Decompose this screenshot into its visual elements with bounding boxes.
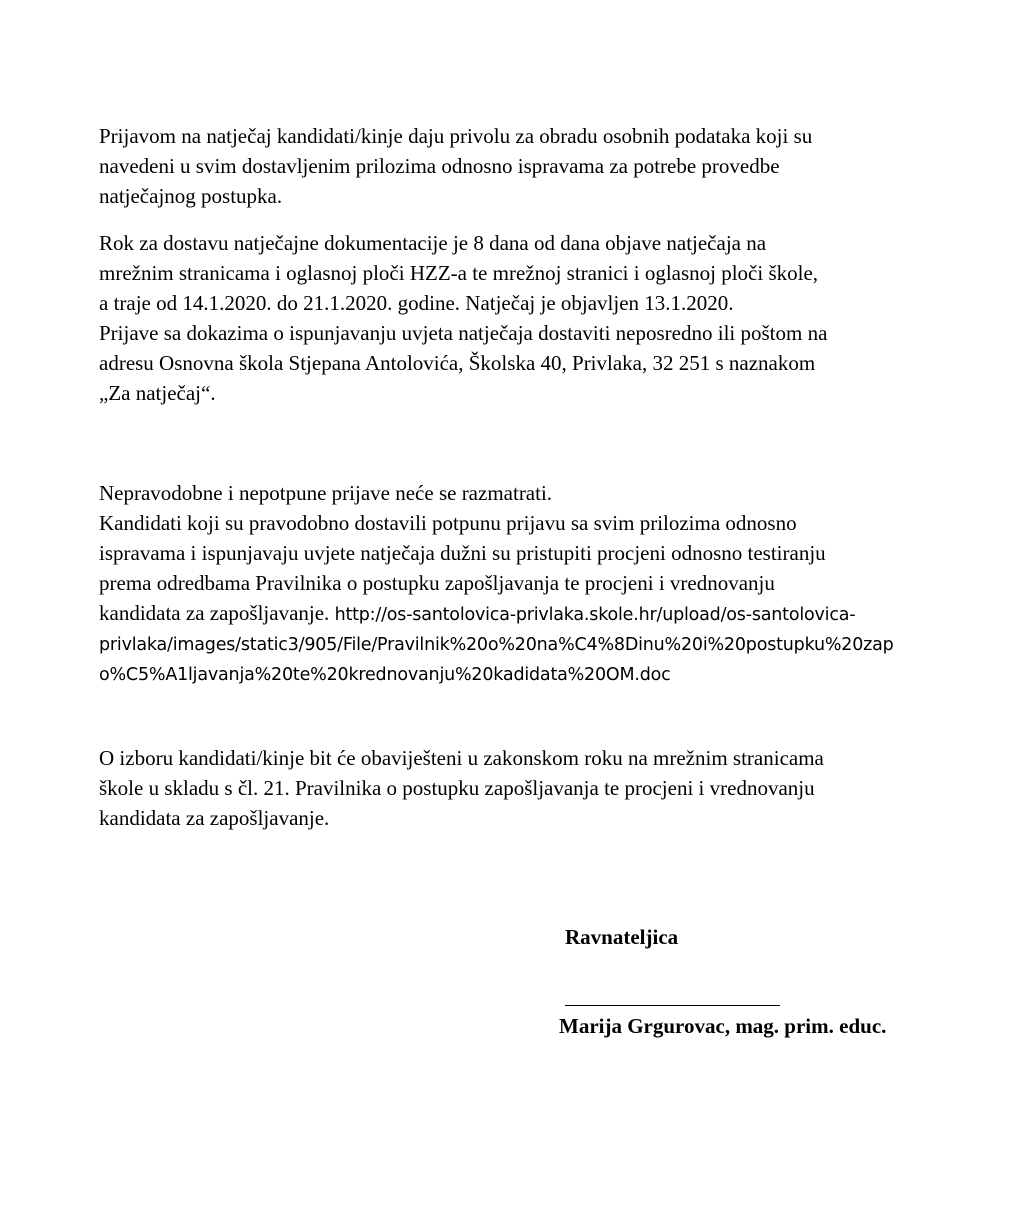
selection-notice-paragraph — [99, 743, 959, 833]
privacy-consent-paragraph — [99, 121, 959, 211]
text-line: „Za natječaj“. — [99, 381, 216, 405]
text-line: Prijave sa dokazima o ispunjavanju uvjeta natječaja dostaviti neposredno ili poštom na — [99, 321, 828, 345]
text-line: ispravama i ispunjavaju uvjete natječaja dužni su pristupiti procjeni odnosno testiranju — [99, 541, 826, 565]
document-link-continued[interactable]: privlaka/images/static3/905/File/Pravilnik%20o%20na%C4%8Dinu%20i%20postupku%20zap — [99, 635, 894, 655]
signature-line — [565, 1005, 780, 1006]
evaluation-paragraph — [99, 478, 959, 690]
text-line: škole u skladu s čl. 21. Pravilnika o postupku zapošljavanja te procjeni i vrednovanju — [99, 776, 815, 800]
signature-title: Ravnateljica — [565, 925, 679, 949]
deadline-paragraph — [99, 228, 959, 408]
text-line: Nepravodobne i nepotpune prijave neće se razmatrati. — [99, 481, 553, 505]
text-line: adresu Osnovna škola Stjepana Antolovića, Školska 40, Privlaka, 32 251 s naznakom — [99, 351, 816, 375]
document-link[interactable]: http://os-santolovica-privlaka.skole.hr/upload/os-santolovica- — [334, 605, 856, 625]
text-line: Kandidati koji su pravodobno dostavili potpunu prijavu sa svim prilozima odnosno — [99, 511, 797, 535]
text-line: a traje od 14.1.2020. do 21.1.2020. godine. Natječaj je objavljen 13.1.2020. — [99, 291, 734, 315]
text-line: Rok za dostavu natječajne dokumentacije je 8 dana od dana objave natječaja na — [99, 231, 767, 255]
text-line: prema odredbama Pravilnika o postupku zapošljavanja te procjeni i vrednovanju — [99, 571, 775, 595]
text-line: kandidata za zapošljavanje. — [99, 806, 330, 830]
text-line: Prijavom na natječaj kandidati/kinje daju privolu za obradu osobnih podataka koji su — [99, 124, 813, 148]
text-line-with-link — [99, 598, 959, 630]
text-line: natječajnog postupka. — [99, 184, 283, 208]
text-line: navedeni u svim dostavljenim prilozima odnosno ispravama za potrebe provedbe — [99, 154, 780, 178]
signature-name: Marija Grgurovac, mag. prim. educ. — [559, 1014, 887, 1038]
text-fragment: kandidata za zapošljavanje. — [99, 601, 335, 625]
document-link-continued[interactable]: o%C5%A1ljavanja%20te%20krednovanju%20kadidata%20OM.doc — [99, 665, 671, 685]
text-line: O izboru kandidati/kinje bit će obaviješteni u zakonskom roku na mrežnim stranicama — [99, 746, 824, 770]
text-line: mrežnim stranicama i oglasnoj ploči HZZ-a te mrežnoj stranici i oglasnoj ploči škole, — [99, 261, 819, 285]
